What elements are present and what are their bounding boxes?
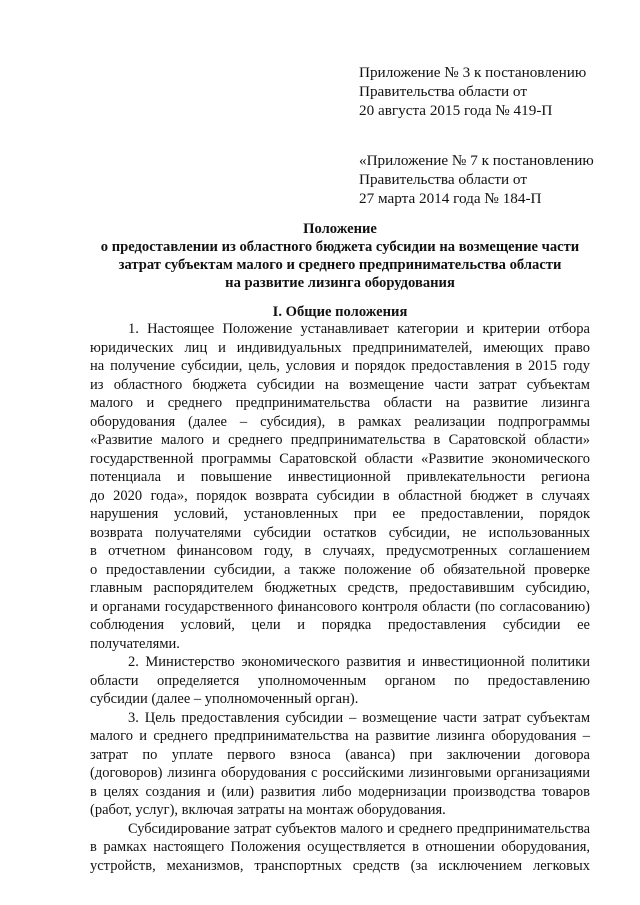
appendix-7-line: 27 марта 2014 года № 184-П	[359, 190, 542, 207]
body-line: нарушения условий, установленных при ее предоставлении, порядок	[90, 506, 590, 522]
appendix-7-reference	[359, 151, 629, 208]
document-title	[60, 220, 620, 292]
body-line: и органами государственного финансового контроля области (по согласованию)	[90, 598, 590, 615]
body-line: области определяется уполномоченным органом по предоставлению	[90, 672, 590, 689]
body-line: 2. Министерство экономического развития и инвестиционной политики	[128, 654, 590, 670]
body-line: о предоставлении субсидии, а также положение об обязательной проверке	[90, 561, 590, 578]
body-line: Субсидирование затрат субъектов малого и среднего предпринимательства	[128, 820, 590, 837]
body-line: 3. Цель предоставления субсидии – возмещение части затрат субъектам	[128, 709, 590, 726]
body-line: оборудования (далее – субсидия), в рамках реализации подпрограммы	[90, 413, 590, 430]
body-text	[90, 320, 590, 875]
appendix-3-reference	[359, 63, 629, 120]
body-line: потенциала и повышение инвестиционной привлекательности региона	[90, 469, 590, 485]
appendix-7-line: «Приложение № 7 к постановлению	[359, 152, 594, 169]
body-line: (работ, услуг), включая затраты на монтаж оборудования.	[90, 802, 446, 818]
body-line: устройств, механизмов, транспортных средств (за исключением легковых	[90, 857, 590, 874]
body-line: в рамках настоящего Положения осуществляется в отношении оборудования,	[90, 839, 590, 855]
title-line: на развитие лизинга оборудования	[225, 275, 455, 291]
body-line: из областного бюджета субсидии на возмещение части затрат субъектам	[90, 376, 590, 393]
body-line: в целях создания и (или) развития либо модернизации производства товаров	[90, 783, 590, 800]
appendix-3-line: Правительства области от	[359, 83, 527, 100]
body-line: получателями.	[90, 635, 180, 652]
body-line: государственной программы Саратовской области «Развитие экономического	[90, 450, 590, 467]
body-line: соблюдения условий, цели и порядка предоставления субсидии ее	[90, 617, 590, 633]
body-line: (договоров) лизинга оборудования с российскими лизинговыми организациями	[90, 765, 590, 781]
appendix-7-line: Правительства области от	[359, 171, 527, 188]
body-line: на получение субсидии, цель, условия и порядок предоставления в 2015 году	[90, 358, 590, 374]
body-line: главным распорядителем бюджетных средств, предоставившим субсидию,	[90, 580, 590, 596]
body-line: 1. Настоящее Положение устанавливает категории и критерии отбора	[128, 321, 590, 337]
body-line: юридических лиц и индивидуальных предпринимателей, имеющих право	[90, 339, 590, 356]
body-line: в отчетном финансовом году, в случаях, предусмотренных соглашением	[90, 543, 590, 559]
body-line: малого и среднего предпринимательства на развитие лизинга оборудования –	[90, 728, 590, 744]
appendix-3-line: 20 августа 2015 года № 419-П	[359, 102, 553, 119]
title-line: затрат субъектам малого и среднего предпринимательства области	[118, 257, 562, 273]
body-line: субсидии (далее – уполномоченный орган).	[90, 691, 359, 707]
body-line: «Развитие малого и среднего предпринимательства в Саратовской области»	[90, 432, 590, 448]
title-line: о предоставлении из областного бюджета субсидии на возмещение части	[100, 239, 580, 255]
title-line: Положение	[303, 221, 377, 237]
body-line: возврата получателями субсидии остатков субсидии, не использованных	[90, 524, 590, 541]
section-heading: I. Общие положения	[272, 304, 408, 320]
appendix-3-line: Приложение № 3 к постановлению	[359, 64, 587, 81]
body-line: до 2020 года», порядок возврата субсидии в областной бюджет в случаях	[90, 487, 590, 504]
body-line: затрат по уплате первого взноса (аванса) при заключении договора	[90, 746, 590, 763]
body-line: малого и среднего предпринимательства области на развитие лизинга	[90, 395, 590, 411]
